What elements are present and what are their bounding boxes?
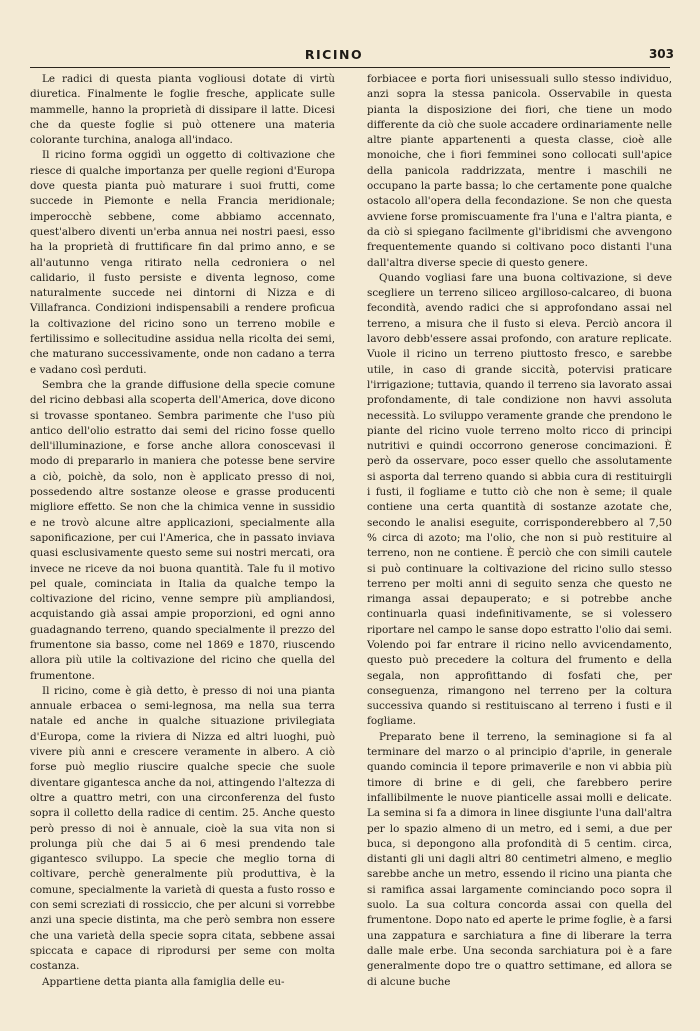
paragraph: Quando vogliasi fare una buona coltivazione, si deve scegliere un terreno siliceo argilloso-calcareo, di buona fecondità, avendo radici che si approfondano assai nel terreno, a misura che il fusto si eleva. Perciò ancora il lavoro debb'essere assai profondo, con arature replicate. Vuole il ricino un terreno piuttosto fresco, e sarebbe utile, in caso di grande siccità, potervisi praticare l'irrigazione; tuttavia, quando il terreno sia lavorato assai profondamente, di tale condizione non havvi assoluta necessità. Lo sviluppo veramente grande che prendono le piante del ricino vuole terreno molto ricco di principi nutritivi e quindi occorrono generose concimazioni. È però da osservare, poco esser quello che assolutamente si asporta dal terreno quando si abbia cura di restituirgli i fusti, il fogliame e tutto ciò che non è seme; il quale contiene una certa quantità di sostanze azotate che, secondo le analisi eseguite, corrisponderebbero al 7,50 % circa di azoto; ma l'olio, che non si può restituire al terreno, non ne contiene. È perciò che con simili cautele si può continuare la coltivazione del ricino sullo stesso terreno per molti anni di seguito senza che questo ne rimanga assai depauperato; e si potrebbe anche continuarla quasi indefinitivamente, se si volessero riportare nel campo le sanse dopo estratto l'olio dai semi. Volendo poi far entrare il ricino nello avvicendamento, questo può precedere la coltura del frumento e della segala, non approfittando di fosfati che, per conseguenza, rimangono nel terreno per la coltura successiva quando si restituiscano al terreno i fusti e il fogliame. xyxy=(367,271,672,728)
paragraph: forbiacee e porta fiori unisessuali sullo stesso individuo, anzi sopra la stessa panicola. Osservabile in questa pianta la disposizione dei fiori, che tiene un modo differente da ciò che suole accadere ordinariamente nelle altre piante appartenenti a questa classe, cioè alle monoiche, che i fiori femminei sono collocati sull'apice della panicola raddrizzata, mentre i maschili ne occupano la parte bassa; lo che certamente pone qualche ostacolo all'opera della fecondazione. Se non che questa avviene forse promiscuamente fra l'una e l'altra pianta, e da ciò si spiegano facilmente gl'ibridismi che avvengono frequentemente quando si coltivano poco distanti l'una dall'altra diverse specie di questo genere. xyxy=(367,73,672,269)
page-title: RICINO xyxy=(304,47,364,62)
paragraph: Il ricino forma oggidì un oggetto di coltivazione che riesce di qualche importanza per quelle regioni d'Europa dove questa pianta può maturare i suoi frutti, come succede in Piemonte e nella Francia meridionale; imperocchè sebbene, come abbiamo accennato, quest'albero diventi un'erba annua nei nostri paesi, esso ha la proprietà di fruttificare fin dal primo anno, e se all'autunno venga ritirato nella cedroniera o nel calidario, il fusto persiste e diventa legnoso, come naturalmente succede nei dintorni di Nizza e di Villafranca. Condizioni indispensabili a rendere proficua la coltivazione del ricino sono un terreno mobile e fertilissimo e sollecitudine assidua nella ricolta dei semi, che maturano successivamente, onde non cadano a terra e vadano così perduti. xyxy=(30,149,335,376)
paragraph: Le radici di questa pianta vogliousi dotate di virtù diuretica. Finalmente le foglie fresche, applicate sulle mammelle, hanno la proprietà di dissipare il latte. Dicesi che da queste foglie si può ottenere una materia colorante turchina, analoga all'indaco. xyxy=(30,73,335,147)
page-number: 303 xyxy=(648,47,674,61)
paragraph: Il ricino, come è già detto, è presso di noi una pianta annuale erbacea o semi-legnosa, ma nella sua terra natale ed anche in qualche situazione privilegiata d'Europa, come la riviera di Nizza ed altri luoghi, può vivere più anni e crescere veramente in albero. A ciò forse può meglio riuscire qualche specie che suole diventare gigantesca anche da noi, attingendo l'altezza di oltre a quattro metri, con una circonferenza del fusto sopra il colletto della radice di centim. 25. Anche questo però presso di noi è annuale, cioè la sua vita non si prolunga più che dai 5 ai 6 mesi prendendo tale gigantesco sviluppo. La specie che meglio torna di coltivare, perchè generalmente più produttiva, è la comune, specialmente la varietà di questa a fusto rosso e con semi screziati di rossiccio, che per alcuni si vorrebbe anzi una specie distinta, ma che però sembra non essere che una varietà della specie sopra citata, sebbene assai spiccata e capace di riprodursi per seme con molta costanza. xyxy=(30,684,335,973)
header-rule xyxy=(30,67,670,68)
paragraph: Appartiene detta pianta alla famiglia delle eu- xyxy=(42,975,285,988)
paragraph: Preparato bene il terreno, la seminagione si fa al terminare del marzo o al principio d'aprile, in generale quando comincia il tepore primaverile e non vi abbia più timore di brine e di geli, che farebbero perire infallibilmente le nuove pianticelle assai molli e delicate. La semina si fa a dimora in linee disgiunte l'una dall'altra per lo spazio almeno di un metro, ed i semi, a due per buca, si depongono alla profondità di 5 centim. circa, distanti gli uni dagli altri 80 centimetri almeno, e meglio sarebbe anche un metro, essendo il ricino una pianta che si ramifica assai largamente cominciando poco sopra il suolo. La sua coltura concorda assai con quella del frumentone. Dopo nato ed aperte le prime foglie, è a farsi una zappatura e sarchiatura a fine di liberare la terra dalle male erbe. Una seconda sarchiatura poi è a fare generalmente dopo tre o quattro settimane, ed allora se di alcune buche xyxy=(367,730,672,988)
paragraph: Sembra che la grande diffusione della specie comune del ricino debbasi alla scoperta dell'America, dove dicono si trovasse spontaneo. Sembra parimente che l'uso più antico dell'olio estratto dai semi del ricino fosse quello dell'illuminazione, e forse anche allora conoscevasi il modo di prepararlo in maniera che potesse bene servire a ciò, poichè, da solo, non è applicato presso di noi, possedendo altre sostanze oleose e grasse producenti migliore effetto. Se non che la chimica venne in sussidio e ne trovò alcune altre applicazioni, specialmente alla saponificazione, per cui l'America, che in passato inviava quasi esclusivamente questo seme sui nostri mercati, ora invece ne riceve da noi buona quantità. Tale fu il motivo pel quale, cominciata in Italia da qualche tempo la coltivazione del ricino, venne sempre più ampliandosi, acquistando già assai ampie proporzioni, ed ogni anno guadagnando terreno, quando specialmente il prezzo del frumentone sia basso, come nel 1869 e 1870, riuscendo allora più utile la coltivazione del ricino che quella del frumentone. xyxy=(30,378,335,682)
left-column xyxy=(30,72,335,990)
right-column xyxy=(367,72,672,990)
running-header xyxy=(30,47,674,67)
